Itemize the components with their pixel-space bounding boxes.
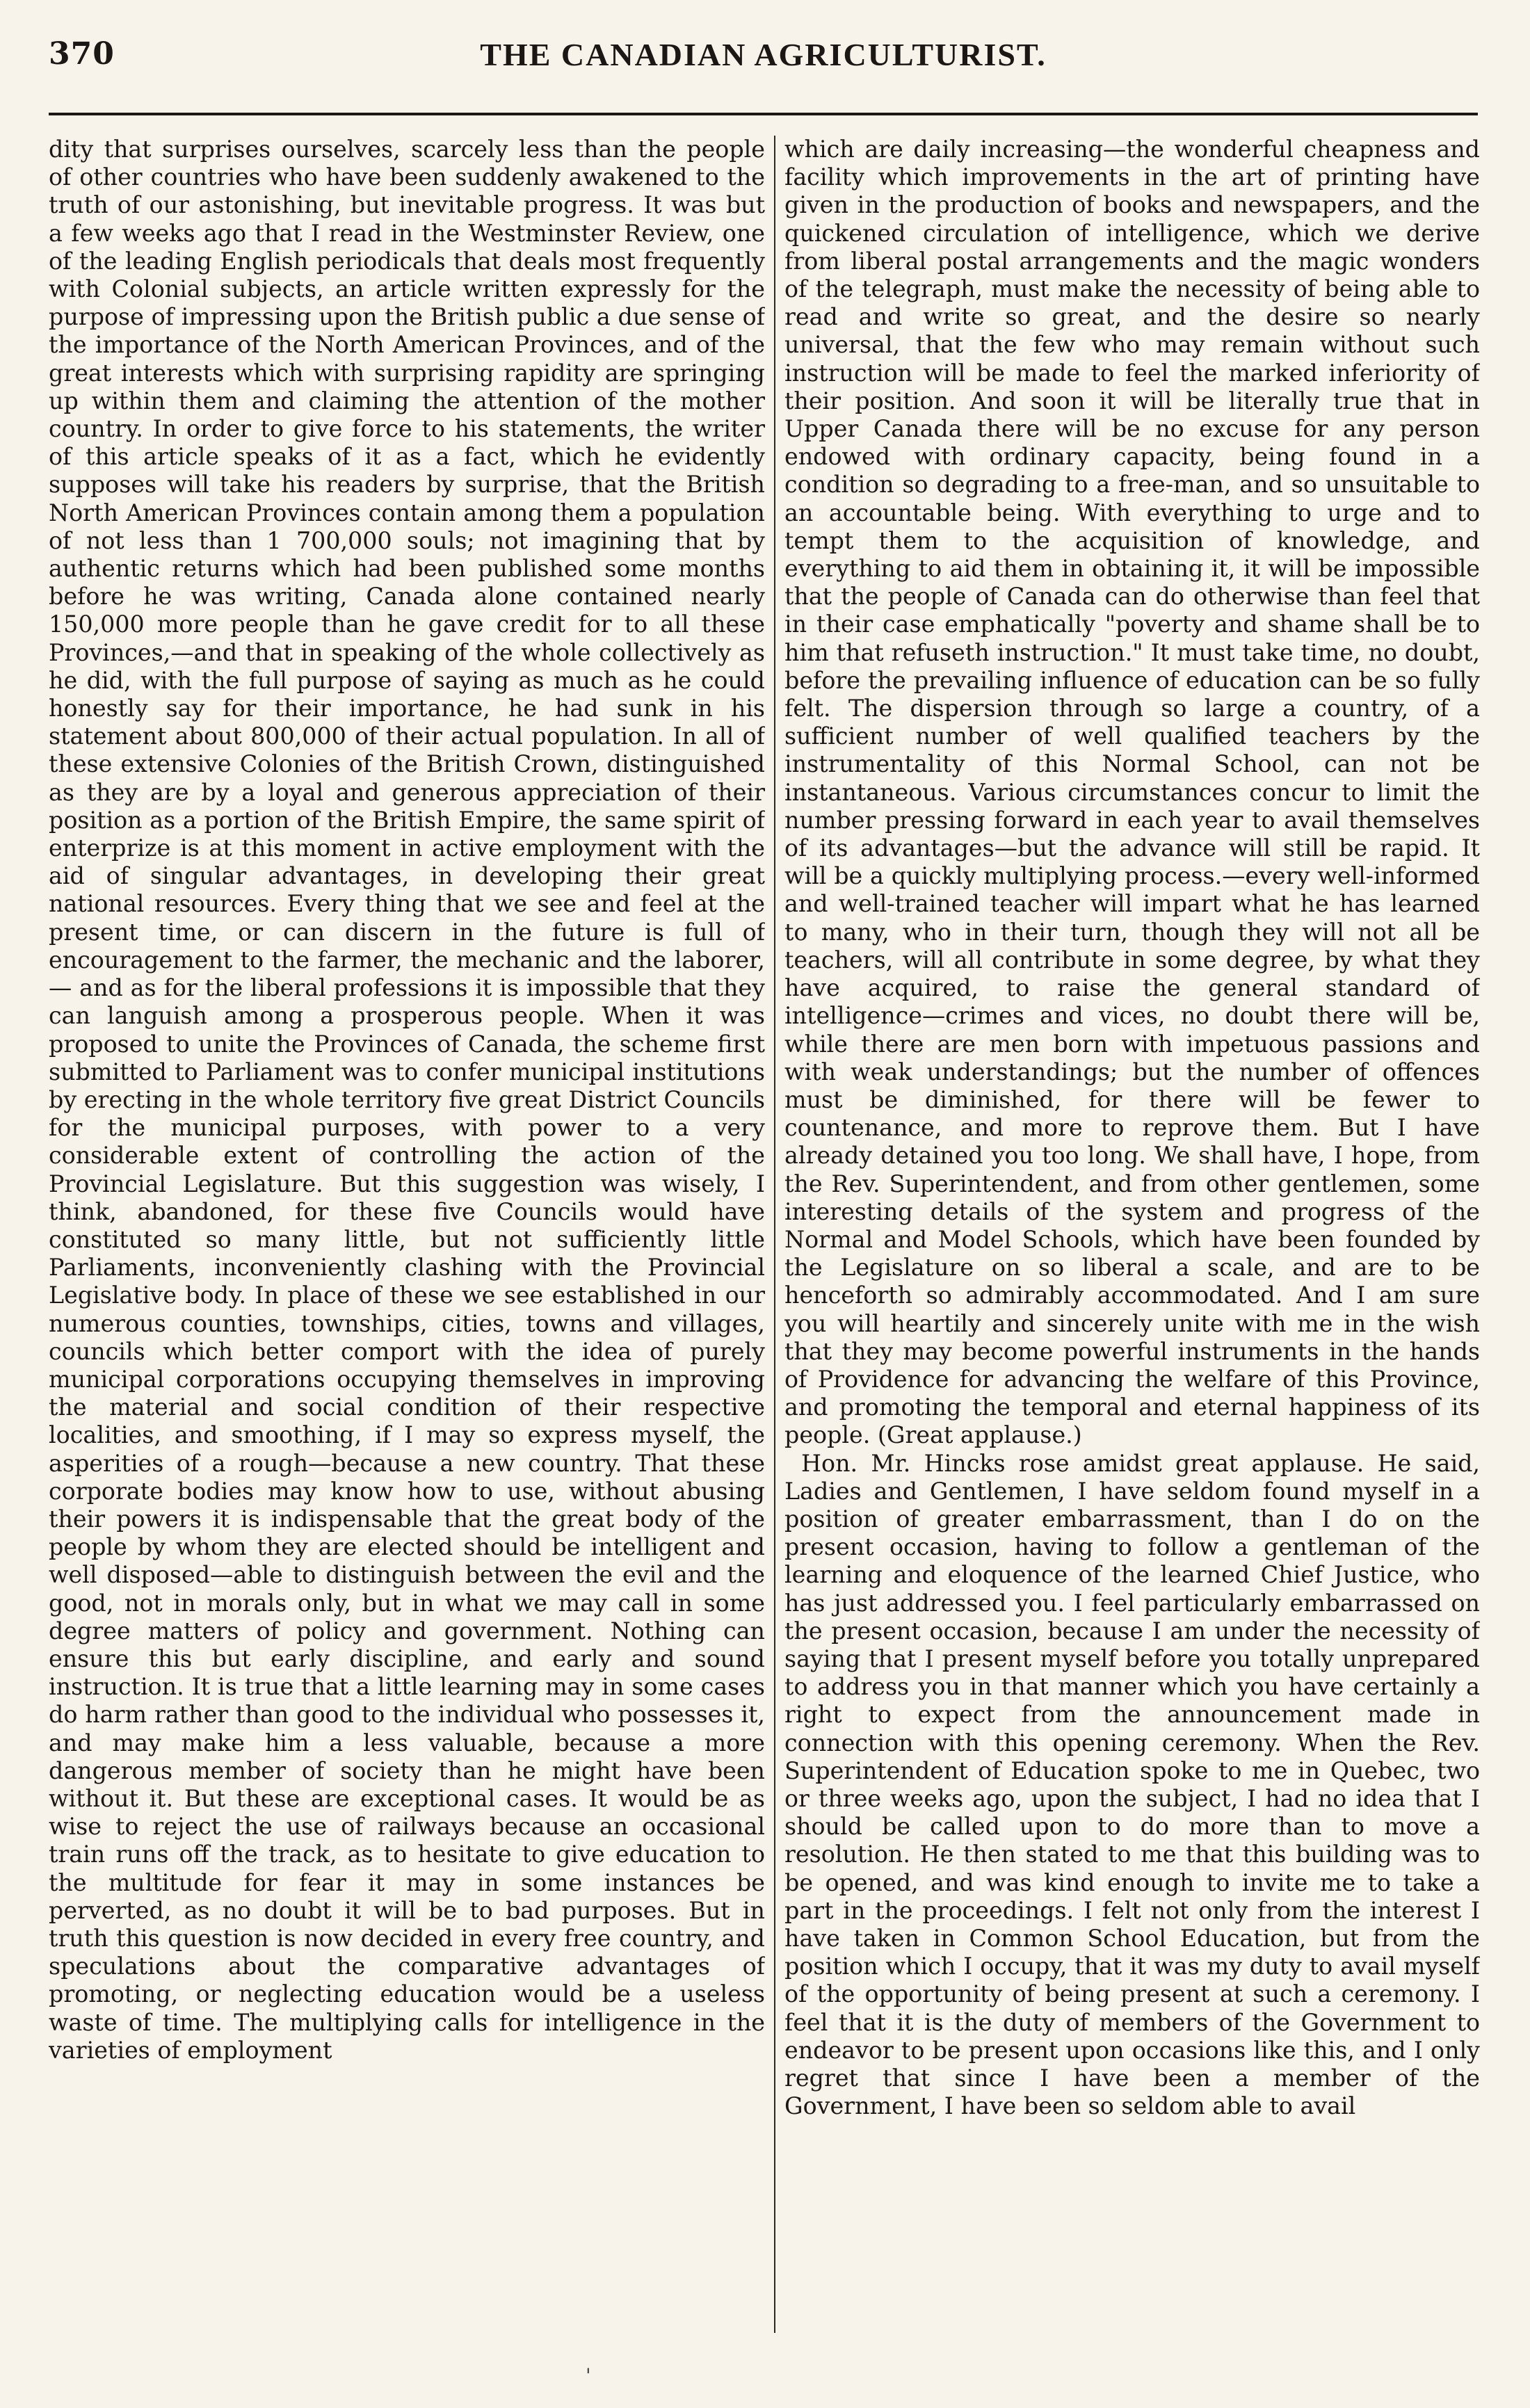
left-column [49,136,765,2333]
page-header [49,36,1478,85]
stray-mark: ' [586,2364,591,2387]
left-paragraph-1: dity that surprises ourselves, scarcely less than the people of other countries who have been suddenly awakened to the truth of our astonishing, but inevitable progress. It was but a few weeks ago that I read in the Westminster Review, one of the leading English periodicals that deals most frequently with Colonial subjects, an article written expressly for the purpose of impressing upon the British public a due sense of the importance of the North American Provinces, and of the great interests which with surprising rapidity are springing up within them and claiming the attention of the mother country. In order to give force to his statements, the writer of this article speaks of it as a fact, which he evidently supposes will take his readers by surprise, that the British North American Provinces contain among them a population of not less than 1 700,000 souls; not imagining that by authentic returns which had been published some months before he was writing, Canada alone contained nearly 150,000 more people than he gave credit for to all these Provinces,—and that in speaking of the whole collectively as he did, with the full purpose of saying as much as he could honestly say for their importance, he had sunk in his statement about 800,000 of their actual population. In all of these extensive Colonies of the British Crown, distinguished as they are by a loyal and generous appreciation of their position as a portion of the British Empire, the same spirit of enterprize is at this moment in active employment with the aid of singular advantages, in developing their great national resources. Every thing that we see and feel at the present time, or can discern in the future is full of encouragement to the farmer, the mechanic and the laborer,— and as for the liberal professions it is impossible that they can languish among a prosperous people. When it was proposed to unite the Provinces of Canada, the scheme first submitted to Parliament was to confer municipal institutions by erecting in the whole territory five great District Councils for the municipal purposes, with power to a very considerable extent of controlling the action of the Provincial Legislature. But this suggestion was wisely, I think, abandoned, for these five Councils would have constituted so many little, but not sufficiently little Parliaments, inconveniently clashing with the Provincial Legislative body. In place of these we see established in our numerous counties, townships, cities, towns and villages, councils which better comport with the idea of purely municipal corporations occupying themselves in improving the material and social condition of their respective localities, and smoothing, if I may so express myself, the asperities of a rough—because a new country. That these corporate bodies may know how to use, without abusing their powers it is indispensable that the great body of the people by whom they are elected should be intelligent and well disposed—able to distinguish between the evil and the good, not in morals only, but in what we may call in some degree matters of policy and government. Nothing can ensure this but early discipline, and early and sound instruction. It is true that a little learning may in some cases do harm rather than good to the individual who possesses it, and may make him a less valuable, because a more dangerous member of society than he might have been without it. But these are exceptional cases. It would be as wise to reject the use of railways because an occasional train runs off the track, as to hesitate to give education to the multitude for fear it may in some instances be perverted, as no doubt it will be to bad purposes. But in truth this question is now decided in every free country, and speculations about the comparative advantages of promoting, or neglecting education would be a useless waste of time. The multiplying calls for intelligence in the varieties of employment [49,136,765,2064]
header-rule [49,113,1478,115]
right-paragraph-2: Hon. Mr. Hincks rose amidst great applause. He said, Ladies and Gentlemen, I have seldom found myself in a position of greater embarrassment, than I do on the present occasion, having to follow a gentleman of the learning and eloquence of the learned Chief Justice, who has just addressed you. I feel particularly embarrassed on the present occasion, because I am under the necessity of saying that I present myself before you totally unprepared to address you in that manner which you have certainly a right to expect from the announcement made in connection with this opening ceremony. When the Rev. Superintendent of Education spoke to me in Quebec, two or three weeks ago, upon the subject, I had no idea that I should be called upon to do more than to move a resolution. He then stated to me that this building was to be opened, and was kind enough to invite me to take a part in the proceedings. I felt not only from the interest I have taken in Common School Education, but from the position which I occupy, that it was my duty to avail myself of the opportunity of being present at such a ceremony. I feel that it is the duty of members of the Government to endeavor to be present upon occasions like this, and I only regret that since I have been a member of the Government, I have been so seldom able to avail [784,1449,1480,2120]
right-column [784,136,1480,2333]
running-title: THE CANADIAN AGRICULTURIST. [480,37,1047,72]
page-number: 370 [49,36,115,72]
column-divider [774,136,775,2333]
right-paragraph-1: which are daily increasing—the wonderful cheapness and facility which improvements in the art of printing have given in the production of books and newspapers, and the quickened circulation of intelligence, which we derive from liberal postal arrangements and the magic wonders of the telegraph, must make the necessity of being able to read and write so great, and the desire so nearly universal, that the few who may remain without such instruction will be made to feel the marked inferiority of their position. And soon it will be literally true that in Upper Canada there will be no excuse for any person endowed with ordinary capacity, being found in a condition so degrading to a free-man, and so unsuitable to an accountable being. With everything to urge and to tempt them to the acquisition of knowledge, and everything to aid them in obtaining it, it will be impossible that the people of Canada can do otherwise than feel that in their case emphatically "poverty and shame shall be to him that refuseth instruction." It must take time, no doubt, before the prevailing influence of education can be so fully felt. The dispersion through so large a country, of a sufficient number of well qualified teachers by the instrumentality of this Normal School, can not be instantaneous. Various circumstances concur to limit the number pressing forward in each year to avail themselves of its advantages—but the advance will still be rapid. It will be a quickly multiplying process.—every well-informed and well-trained teacher will impart what he has learned to many, who in their turn, though they will not all be teachers, will all contribute in some degree, by what they have acquired, to raise the general standard of intelligence—crimes and vices, no doubt there will be, while there are men born with impetuous passions and with weak understandings; but the number of offences must be diminished, for there will be fewer to countenance, and more to reprove them. But I have already detained you too long. We shall have, I hope, from the Rev. Superintendent, and from other gentlemen, some interesting details of the system and progress of the Normal and Model Schools, which have been founded by the Legislature on so liberal a scale, and are to be henceforth so admirably accommodated. And I am sure you will heartily and sincerely unite with me in the wish that they may become powerful instruments in the hands of Providence for advancing the welfare of this Province, and promoting the temporal and eternal happiness of its people. (Great applause.) [784,136,1480,1449]
